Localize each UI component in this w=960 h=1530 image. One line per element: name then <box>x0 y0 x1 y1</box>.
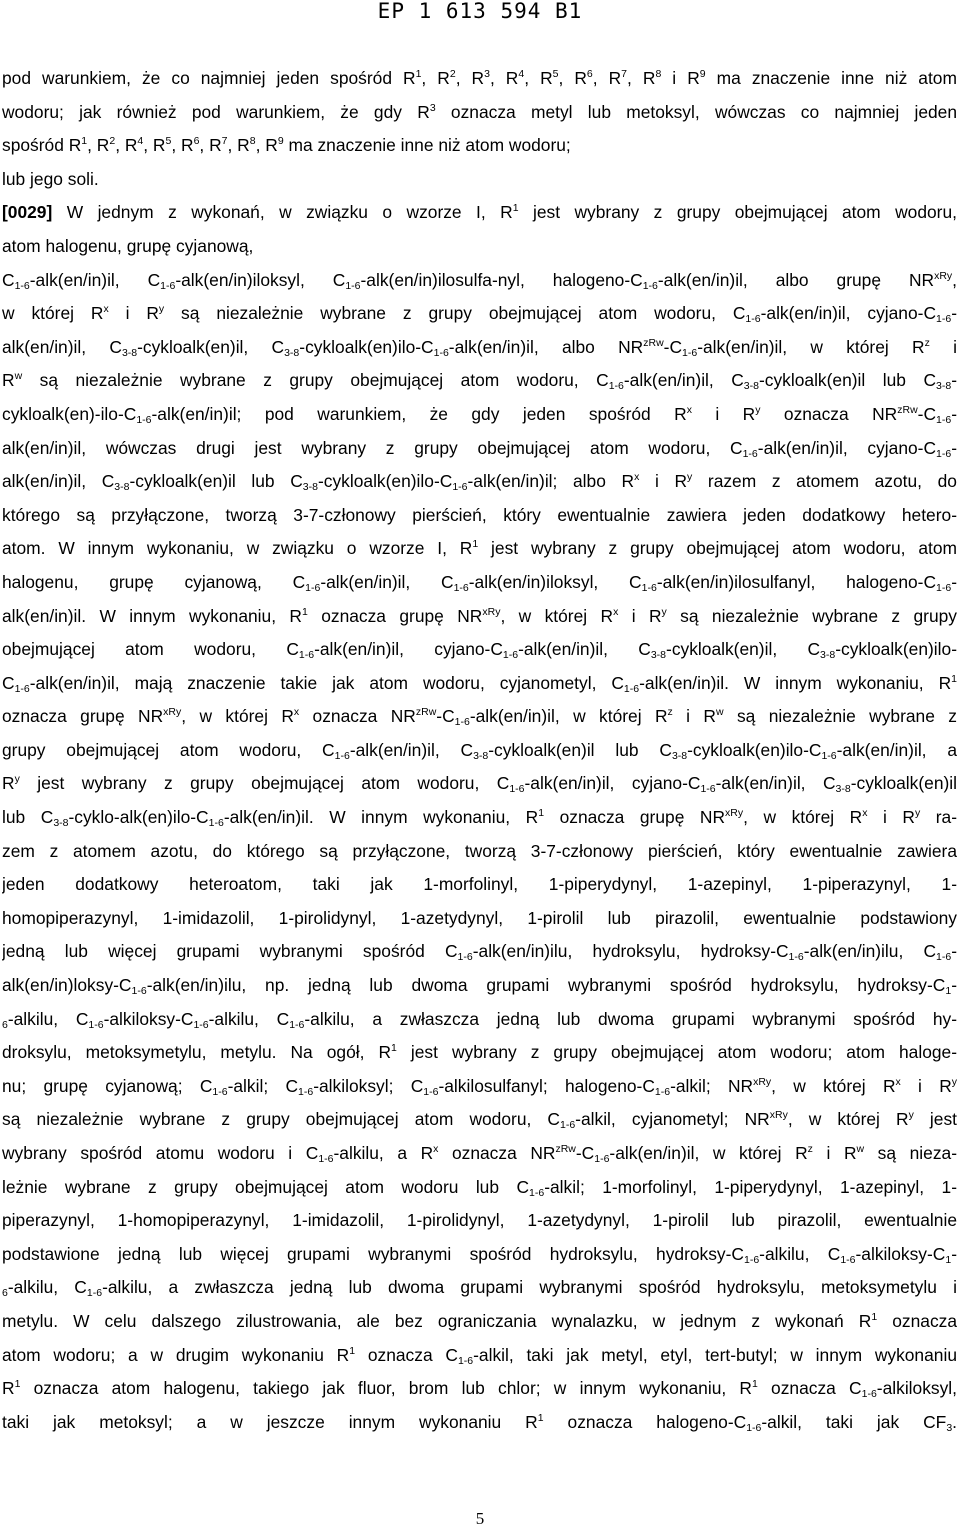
text-line: jedną lub więcej grupami wybranymi spośród $C_{1-6}-alk(en/in)ilu$, hydroksylu, hydroksy-$C_{1-6}-alk(en/in)ilu$, $C_{1-6}-$ <box>2 941 957 964</box>
text-line: $_6$-alkilu, $C_{1-6}$-alkilu, a zwłaszcza jedną lub dwoma grupami wybranymi spośród hydroksylu, metoksymetylu i <box>2 1277 957 1300</box>
text-line: homopiperazynyl, 1-imidazolil, 1-pirolidynyl, 1-azetydynyl, 1-pirolil lub pirazolil, ewentualnie podstawiony <box>2 907 957 928</box>
text-line: [0029] W jednym z wykonań, w związku o wzorze I, $R^1$ jest wybrany z grupy obejmującej atom wodoru, <box>2 202 957 223</box>
text-line: droksylu, metoksymetylu, metylu. Na ogół, $R^1$ jest wybrany z grupy obejmującej atom wodoru; atom haloge- <box>2 1042 957 1063</box>
text-line: grupy obejmującej atom wodoru, $C_{1-6}-alk(en/in)il$, $C_{3-8}-cykloalk(en)il$ lub $C_{3-8}-cykloalk(en)ilo-C_{1-6}-alk(en/in)il$, a <box>2 739 957 762</box>
text-line: obejmującej atom wodoru, $C_{1-6}-alk(en/in)il$, cyjano-$C_{1-6}-alk(en/in)il$, $C_{3-8}-cykloalk(en)il$, $C_{3-8}-cykloalk(en)ilo-$ <box>2 639 957 662</box>
text-line: $cykloalk(en)-ilo-C_{1-6}-alk(en/in)il$; pod warunkiem, że gdy jeden spośród $R^x$ i $R^y$ oznacza $NR^{zRw}-C_{1-6}-$ <box>2 403 957 426</box>
text-line: nu; grupę cyjanową; $C_{1-6}$-alkil; $C_{1-6}$-alkiloksyl; $C_{1-6}$-alkilosulfanyl; halogeno-$C_{1-6}$-alkil; $NR^{xRy}$, w której $R^x$ i $R^y$ <box>2 1075 957 1098</box>
text-line: piperazynyl, 1-homopiperazynyl, 1-imidazolil, 1-pirolidynyl, 1-azetydynyl, 1-pirolil lub pirazolil, ewentualnie <box>2 1210 957 1231</box>
text-line: wybrany spośród atomu wodoru i $C_{1-6}$-alkilu, a $R^x$ oznacza $NR^{zRw}-C_{1-6}-alk(en/in)il$, w której $R^z$ i $R^w$ są nieza- <box>2 1143 957 1165</box>
document-number-header: EP 1 613 594 B1 <box>377 0 583 23</box>
text-line: $C_{1-6}-alk(en/in)il$, $C_{1-6}-alk(en/in)iloksyl$, $C_{1-6}-alk(en/in)ilosulfa$-nyl, halogeno-$C_{1-6}-alk(en/in)il$, albo grupę $NR^{xRy}$, <box>2 269 957 292</box>
text-line: metylu. W celu dalszego zilustrowania, ale bez ograniczania wynalazku, w jednym z wykonań $R^1$ oznacza <box>2 1310 957 1331</box>
text-line: alk(en/in)il, $C_{3-8}-cykloalk(en)il$ lub $C_{3-8}-cykloalk(en)ilo-C_{1-6}-alk(en/in)il$; albo $R^x$ i $R^y$ razem z atomem azotu, do <box>2 471 957 494</box>
text-line: jeden dodatkowy heteroatom, taki jak 1-morfolinyl, 1-piperydynyl, 1-azepinyl, 1-piperazynyl, 1- <box>2 874 957 895</box>
text-line: atom wodoru; a w drugim wykonaniu $R^1$ oznacza $C_{1-6}$-alkil, taki jak metyl, etyl, tert-butyl; w innym wykonaniu <box>2 1344 957 1367</box>
text-line: leżnie wybrane z grupy obejmującej atom wodoru lub $C_{1-6}$-alkil; 1-morfolinyl, 1-piperydynyl, 1-azepinyl, 1- <box>2 1176 957 1199</box>
text-line: alk(en/in)il. W innym wykonaniu, $R^1$ oznacza grupę $NR^{xRy}$, w której $R^x$ i $R^y$ są niezależnie wybrane z grupy <box>2 605 957 626</box>
text-line: atom. W innym wykonaniu, w związku o wzorze I, $R^1$ jest wybrany z grupy obejmującej atom wodoru, atom <box>2 538 957 559</box>
text-line: $alk(en/in)loksy-C_{1-6}-alk(en/in)ilu$, np. jedną lub dwoma grupami wybranymi spośród hydroksylu, hydroksy-$C_1-$ <box>2 975 957 998</box>
text-line: taki jak metoksyl; a w jeszcze innym wykonaniu $R^1$ oznacza halogeno-$C_{1-6}$-alkil, taki jak $CF_3$. <box>2 1411 957 1434</box>
text-line: $R^w$ są niezależnie wybrane z grupy obejmującej atom wodoru, $C_{1-6}-alk(en/in)il$, $C_{3-8}-cykloalk(en)il$ lub $C_{3-8}-$ <box>2 370 957 393</box>
text-line: $R^y$ jest wybrany z grupy obejmującej atom wodoru, $C_{1-6}-alk(en/in)il$, cyjano-$C_{1-6}-alk(en/in)il$, $C_{3-8}-cykloalk(en)il$ <box>2 773 957 796</box>
text-line: alk(en/in)il, $C_{3-8}-cykloalk(en)il$, $C_{3-8}-cykloalk(en)ilo-C_{1-6}-alk(en/in)il$, albo $NR^{zRw}-C_{1-6}-alk(en/in)il$, w której $R^z$ i <box>2 336 957 359</box>
text-line: w której $R^x$ i $R^y$ są niezależnie wybrane z grupy obejmującej atom wodoru, $C_{1-6}-alk(en/in)il$, cyjano-$C_{1-6}-$ <box>2 303 957 326</box>
text-line: $_6$-alkilu, $C_{1-6}-alkiloksy-C_{1-6}$-alkilu, $C_{1-6}$-alkilu, a zwłaszcza jedną lub dwoma grupami wybranymi spośród hy- <box>2 1008 957 1031</box>
text-line: podstawione jedną lub więcej grupami wybranymi spośród hydroksylu, hydroksy-$C_{1-6}$-alkilu, $C_{1-6}-alkiloksy-C_1-$ <box>2 1243 957 1266</box>
text-line: którego są przyłączone, tworzą 3-7-członowy pierścień, który ewentualnie zawiera jeden dodatkowy hetero- <box>2 504 957 525</box>
text-line: $C_{1-6}-alk(en/in)il$, mają znaczenie takie jak atom wodoru, cyjanometyl, $C_{1-6}-alk(en/in)il$. W innym wykonaniu, $R^1$ <box>2 672 957 695</box>
text-line: zem z atomem azotu, do którego są przyłączone, tworzą 3-7-członowy pierścień, który ewentualnie zawiera <box>2 840 957 861</box>
text-line: alk(en/in)il, wówczas drugi jest wybrany z grupy obejmującej atom wodoru, $C_{1-6}-alk(en/in)il$, cyjano-$C_{1-6}-$ <box>2 437 957 460</box>
text-line: lub $C_{3-8}-cyklo-alk(en)ilo-C_{1-6}-alk(en/in)il$. W innym wykonaniu, $R^1$ oznacza grupę $NR^{xRy}$, w której $R^x$ i $R^y$ ra- <box>2 807 957 830</box>
text-line: wodoru; jak również pod warunkiem, że gdy $R^3$ oznacza metyl lub metoksyl, wówczas co najmniej jeden <box>2 101 957 122</box>
document-body-text <box>2 62 957 1439</box>
text-line: $R^1$ oznacza atom halogenu, takiego jak fluor, brom lub chlor; w innym wykonaniu, $R^1$ oznacza $C_{1-6}$-alkiloksyl, <box>2 1378 957 1401</box>
text-line: halogenu, grupę cyjanową, $C_{1-6}-alk(en/in)il$, $C_{1-6}-alk(en/in)iloksyl$, $C_{1-6}-alk(en/in)ilosulfanyl$, halogeno-$C_{1-6}-$ <box>2 571 957 594</box>
page-number: 5 <box>475 1509 485 1528</box>
text-line: oznacza grupę $NR^{xRy}$, w której $R^x$ oznacza $NR^{zRw}-C_{1-6}-alk(en/in)il$, w której $R^z$ i $R^w$ są niezależnie wybrane z <box>2 706 957 729</box>
text-line: pod warunkiem, że co najmniej jeden spośród $R^1$, $R^2$, $R^3$, $R^4$, $R^5$, $R^6$, $R^7$, $R^8$ i $R^9$ ma znaczenie inne niż atom <box>2 68 957 88</box>
text-line: lub jego soli. <box>2 168 99 189</box>
text-line: są niezależnie wybrane z grupy obejmującej atom wodoru, $C_{1-6}$-alkil, cyjanometyl; $NR^{xRy}$, w której $R^y$ jest <box>2 1109 957 1132</box>
text-line: atom halogenu, grupę cyjanową, <box>2 235 254 256</box>
text-line: spośród $R^1$, $R^2$, $R^4$, $R^5$, $R^6$, $R^7$, $R^8$, $R^9$ ma znaczenie inne niż atom wodoru; <box>2 135 571 156</box>
